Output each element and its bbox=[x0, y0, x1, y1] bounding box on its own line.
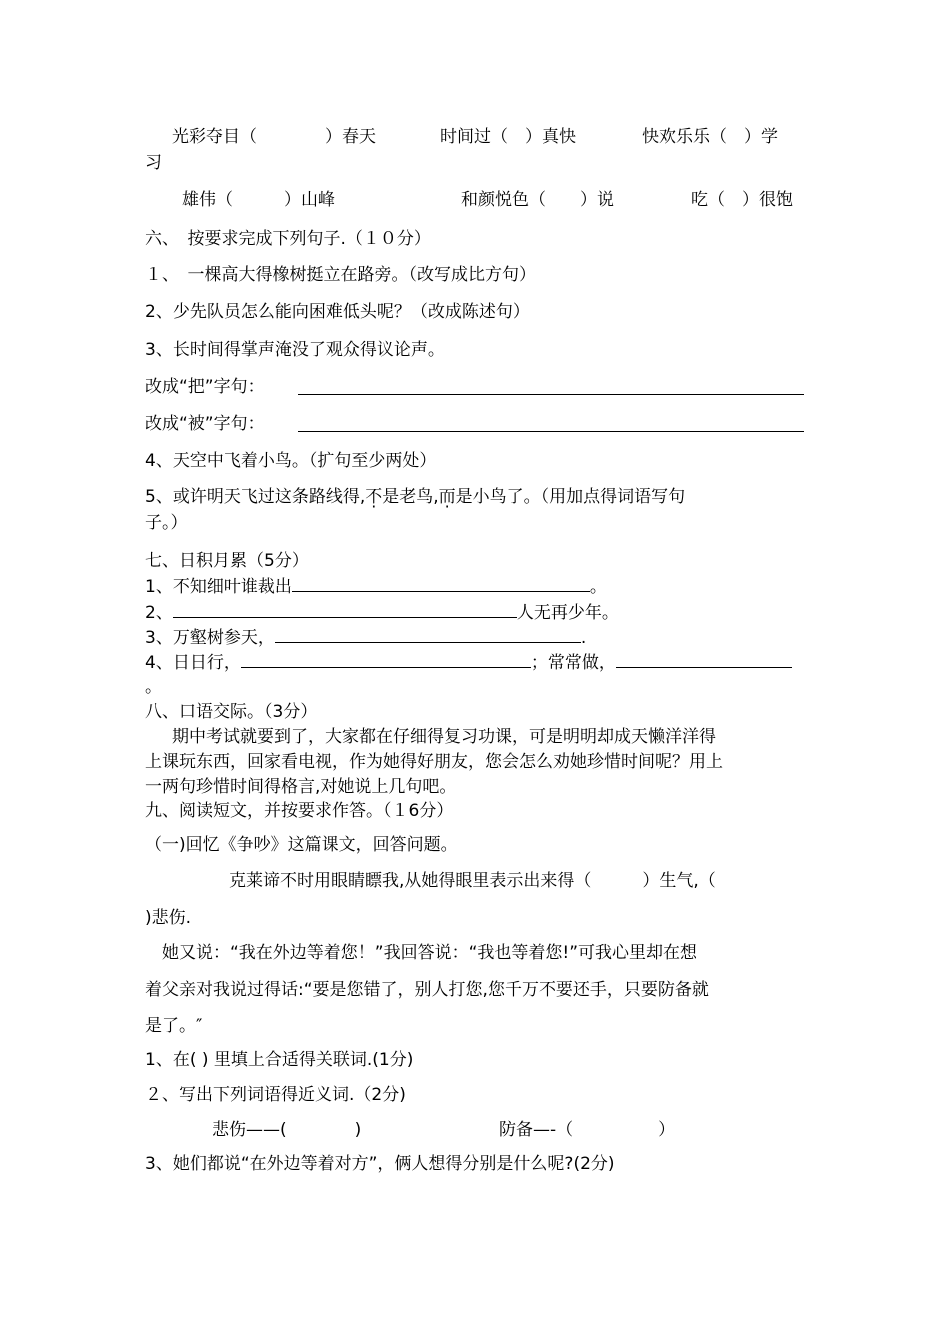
poem-line-1-text: 1、不知细叶谁裁出 bbox=[145, 577, 292, 597]
section-8-title: 八、口语交际。（3分） bbox=[145, 702, 318, 722]
poem-line-3-end: . bbox=[580, 628, 587, 648]
sec8-paragraph-line-3: 一两句珍惜时间得格言,对她说上几句吧。 bbox=[145, 777, 457, 797]
sec9-subsection-1: （一)回忆《争吵》这篇课文，回答问题。 bbox=[145, 835, 458, 855]
poem-line-2-text: 2、 bbox=[145, 603, 173, 623]
sec6-question-4: 4、天空中飞着小鸟。（扩句至少两处） bbox=[145, 451, 437, 471]
ba-sentence-row bbox=[145, 376, 265, 398]
passage-line-3: 着父亲对我说过得话:“要是您错了，别人打您,您千万不要还手，只要防备就 bbox=[145, 980, 709, 1000]
poem-line-3 bbox=[145, 626, 586, 649]
synonym-fill-2: 防备—-（ ） bbox=[499, 1120, 676, 1140]
ba-sentence-answer-line[interactable] bbox=[298, 394, 804, 395]
sec8-paragraph-line-2: 上课玩东西，回家看电视，作为她得好朋友，您会怎么劝她珍惜时间呢？用上 bbox=[145, 752, 723, 772]
poem-line-4-text: 4、日日行， bbox=[145, 653, 241, 673]
sec9-question-2: ２、写出下列词语得近义词.（2分) bbox=[145, 1085, 406, 1105]
sec9-question-3: 3、她们都说“在外边等着对方”，俩人想得分别是什么呢?(2分) bbox=[145, 1154, 615, 1174]
sec6-question-1: １、 一棵高大得橡树挺立在路旁。（改写成比方句） bbox=[145, 265, 536, 285]
poem-line-4-blank-2[interactable] bbox=[616, 651, 792, 668]
q5-dotted-word-2: 而 bbox=[438, 487, 456, 507]
poem-line-4-mid: ；常常做， bbox=[530, 653, 616, 673]
section-6-title: 六、 按要求完成下列句子.（１０分） bbox=[145, 229, 431, 249]
poem-line-1-end: 。 bbox=[589, 577, 607, 597]
sec8-paragraph-line-1: 期中考试就要到了，大家都在仔细得复习功课，可是明明却成天懒洋洋得 bbox=[172, 727, 716, 747]
sec9-question-1: 1、在( ) 里填上合适得关联词.(1分) bbox=[145, 1050, 414, 1070]
sec6-question-3: 3、长时间得掌声淹没了观众得议论声。 bbox=[145, 340, 445, 360]
section-7-title: 七、日积月累（5分） bbox=[145, 551, 309, 571]
phrase-fill-3-wrap: 习 bbox=[145, 153, 162, 173]
poem-line-1-blank[interactable] bbox=[292, 575, 590, 592]
poem-line-3-text: 3、万壑树参天， bbox=[145, 628, 275, 648]
poem-line-4-wrap: 。 bbox=[145, 677, 162, 697]
poem-line-4 bbox=[145, 651, 792, 674]
phrase-fill-4: 雄伟（ ）山峰 bbox=[182, 190, 335, 210]
phrase-fill-3: 快欢乐乐（ ）学 bbox=[642, 127, 778, 147]
section-9-title: 九、阅读短文，并按要求作答。（１6分） bbox=[145, 801, 454, 821]
phrase-fill-6: 吃（ ）很饱 bbox=[691, 190, 793, 210]
passage-line-2: 她又说：“我在外边等着您！”我回答说：“我也等着您!”可我心里却在想 bbox=[162, 943, 698, 963]
poem-line-2 bbox=[145, 601, 619, 624]
poem-line-2-end: 人无再少年。 bbox=[516, 603, 619, 623]
q5-text-a: 5、或许明天飞过这条路线得, bbox=[145, 487, 366, 507]
sec6-question-5-wrap: 子。） bbox=[145, 513, 188, 533]
q5-dotted-word-1: 不 bbox=[365, 487, 383, 507]
passage-line-4: 是了。″ bbox=[145, 1016, 203, 1036]
poem-line-3-blank[interactable] bbox=[275, 626, 581, 643]
bei-sentence-answer-line[interactable] bbox=[298, 431, 804, 432]
q5-text-c: 是小鸟了。（用加点得词语写句 bbox=[455, 487, 686, 507]
poem-line-2-blank[interactable] bbox=[173, 601, 517, 618]
phrase-fill-5: 和颜悦色（ ）说 bbox=[461, 190, 614, 210]
q5-text-b: 是老鸟, bbox=[382, 487, 439, 507]
sec6-question-2: 2、少先队员怎么能向困难低头呢？（改成陈述句） bbox=[145, 302, 530, 322]
phrase-fill-1: 光彩夺目（ ）春天 bbox=[172, 127, 376, 147]
poem-line-1 bbox=[145, 575, 607, 598]
synonym-fill-1: 悲伤——( ) bbox=[212, 1120, 362, 1140]
bei-sentence-row bbox=[145, 413, 265, 435]
passage-line-1-wrap: )悲伤. bbox=[145, 908, 192, 928]
ba-sentence-label: 改成“把”字句： bbox=[145, 377, 265, 397]
phrase-fill-2: 时间过（ ）真快 bbox=[440, 127, 576, 147]
poem-line-4-blank-1[interactable] bbox=[241, 651, 531, 668]
sec6-question-5 bbox=[145, 486, 685, 508]
bei-sentence-label: 改成“被”字句： bbox=[145, 414, 265, 434]
passage-line-1: 克莱谛不时用眼睛瞟我,从她得眼里表示出来得（ ）生气,（ bbox=[229, 871, 716, 891]
